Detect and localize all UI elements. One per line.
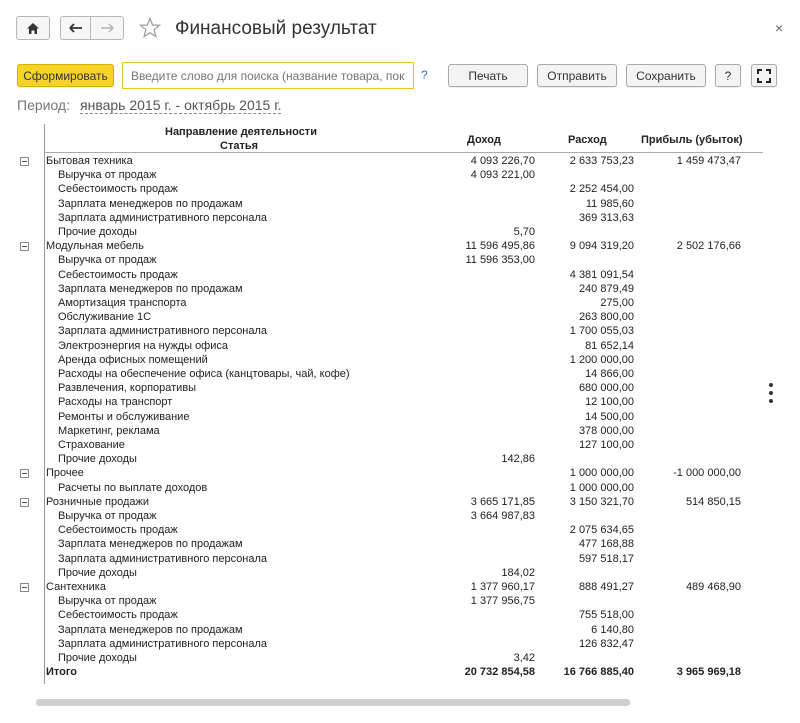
row-income: 3 665 171,85 [470,495,535,508]
group-row[interactable] [15,495,750,509]
header-group: Направление деятельности [165,126,317,138]
row-name: Аренда офисных помещений [58,353,208,366]
table-row[interactable] [15,509,750,523]
row-name: Розничные продажи [46,495,149,508]
row-expense: 126 832,47 [578,637,634,650]
table-row[interactable] [15,296,750,310]
header-item: Статья [220,140,259,152]
table-row[interactable] [15,438,750,452]
row-name: Выручка от продаж [58,254,157,267]
table-row[interactable] [15,225,750,239]
row-expense: 6 140,80 [591,623,634,636]
header-income: Доход [467,134,501,146]
row-name: Себестоимость продаж [58,183,178,196]
row-name: Зарплата менеджеров по продажам [58,197,243,210]
row-expense: 127 100,00 [578,439,634,451]
table-row[interactable] [15,410,750,424]
row-income: 1 377 960,17 [470,581,535,593]
arrow-right-icon [100,23,114,33]
row-expense: 2 075 634,65 [569,524,634,537]
row-name: Себестоимость продаж [58,268,178,281]
row-expense: 369 313,63 [578,211,634,224]
row-name: Ремонты и обслуживание [58,410,190,423]
row-name: Модульная мебель [46,240,144,253]
row-income: 5,70 [513,226,535,238]
row-expense: 14 866,00 [585,368,634,380]
row-income: 3 664 987,83 [470,510,535,522]
table-row[interactable] [15,651,750,665]
row-expense: 240 879,49 [578,282,634,295]
table-row[interactable] [15,268,750,282]
row-income: 4 093 221,00 [470,169,535,182]
table-row[interactable] [15,211,750,225]
row-expense: 9 094 319,20 [569,240,634,253]
header-profit: Прибыль (убыток) [641,134,743,146]
row-name: Страхование [58,439,125,451]
row-profit: 514 850,15 [685,495,741,508]
row-name: Развлечения, корпоративы [58,382,197,395]
send-button[interactable]: Отправить [537,64,617,87]
header-divider [45,152,763,153]
row-name: Бытовая техника [46,155,133,167]
collapse-toggle-icon[interactable] [20,498,29,507]
horizontal-scrollbar[interactable] [36,699,630,706]
row-expense: 2 252 454,00 [569,183,634,196]
table-row[interactable] [15,523,750,537]
table-row[interactable] [15,608,750,622]
group-row[interactable] [15,466,750,480]
table-row[interactable] [15,424,750,438]
row-name: Итого [46,666,78,679]
row-expense: 477 168,88 [578,538,634,551]
row-expense: 14 500,00 [585,410,634,423]
fullscreen-button[interactable] [751,64,777,87]
row-expense: 16 766 885,40 [563,666,634,679]
row-expense: 1 000 000,00 [569,467,634,480]
collapse-toggle-icon[interactable] [20,157,29,166]
row-name: Сантехника [46,581,106,593]
row-expense: 888 491,27 [578,581,634,593]
table-row[interactable] [15,381,750,395]
header-expense: Расход [568,134,607,146]
row-name: Выручка от продаж [58,595,157,608]
table-row[interactable] [15,324,750,338]
collapse-toggle-icon[interactable] [20,242,29,251]
row-name: Зарплата менеджеров по продажам [58,538,243,551]
table-row[interactable] [15,594,750,608]
table-row[interactable] [15,637,750,651]
group-row[interactable] [15,580,750,594]
row-profit: 489 468,90 [685,581,741,593]
row-income: 11 596 495,86 [465,240,535,253]
row-expense: 81 652,14 [585,339,634,352]
table-row[interactable] [15,552,750,566]
group-row[interactable] [15,154,750,168]
row-expense: 755 518,00 [578,609,634,622]
print-button[interactable]: Печать [448,64,528,87]
table-row[interactable] [15,537,750,551]
table-row[interactable] [15,353,750,367]
row-name: Себестоимость продаж [58,524,178,537]
table-row[interactable] [15,367,750,381]
row-expense: 1 000 000,00 [569,481,634,494]
table-row[interactable] [15,182,750,196]
home-icon [26,22,40,35]
row-profit: 2 502 176,66 [676,240,741,253]
row-income: 1 377 956,75 [470,595,535,608]
group-row[interactable] [15,239,750,253]
row-expense: 1 200 000,00 [569,353,634,366]
row-name: Прочее [46,467,84,480]
row-name: Прочие доходы [58,226,137,238]
more-vertical-icon[interactable] [768,383,776,407]
table-row[interactable] [15,253,750,267]
row-expense: 597 518,17 [578,552,634,565]
collapse-toggle-icon[interactable] [20,583,29,592]
row-name: Зарплата административного персонала [58,552,268,565]
total-row[interactable] [15,665,750,679]
row-name: Прочие доходы [58,453,137,466]
row-profit: -1 000 000,00 [673,467,741,480]
row-expense: 11 985,60 [585,197,634,210]
close-icon[interactable]: × [775,20,784,36]
row-name: Зарплата административного персонала [58,637,268,650]
row-expense: 2 633 753,23 [569,155,634,167]
row-expense: 680 000,00 [578,382,634,395]
row-name: Выручка от продаж [58,510,157,522]
row-income: 142,86 [501,453,535,466]
row-name: Выручка от продаж [58,169,157,182]
row-expense: 1 700 055,03 [569,325,634,338]
row-name: Электроэнергия на нужды офиса [58,339,228,352]
collapse-toggle-icon[interactable] [20,469,29,478]
row-name: Зарплата менеджеров по продажам [58,623,243,636]
row-name: Расходы на обеспечение офиса (канцтовары, чай, кофе) [58,368,350,380]
row-income: 11 596 353,00 [465,254,535,267]
row-name: Обслуживание 1С [58,311,152,324]
row-profit: 1 459 473,47 [676,155,741,167]
row-name: Прочие доходы [58,566,137,579]
back-button[interactable] [60,16,90,40]
row-expense: 275,00 [600,297,634,309]
period-selector[interactable]: январь 2015 г. - октябрь 2015 г. [80,97,282,113]
report-table [15,124,750,684]
arrow-left-icon [69,23,83,33]
row-profit: 3 965 969,18 [676,666,741,679]
table-row[interactable] [15,339,750,353]
row-income: 184,02 [501,566,535,579]
row-name: Себестоимость продаж [58,609,178,622]
row-expense: 4 381 091,54 [569,268,634,281]
row-name: Прочие доходы [58,652,137,664]
row-name: Зарплата менеджеров по продажам [58,282,243,295]
row-income: 20 732 854,58 [464,666,535,679]
table-row[interactable] [15,452,750,466]
table-row[interactable] [15,282,750,296]
row-name: Зарплата административного персонала [58,211,268,224]
table-row[interactable] [15,481,750,495]
row-name: Расчеты по выплате доходов [58,481,208,494]
page-title: Финансовый результат [175,18,377,39]
table-row[interactable] [15,168,750,182]
generate-button[interactable]: Сформировать [17,64,114,87]
search-input[interactable] [122,62,414,89]
forward-button[interactable] [90,16,124,40]
row-income: 3,42 [513,652,535,664]
table-row[interactable] [15,623,750,637]
table-row[interactable] [15,310,750,324]
row-expense: 12 100,00 [585,396,634,409]
help-button[interactable]: ? [715,64,741,87]
row-name: Маркетинг, реклама [58,424,160,437]
table-row[interactable] [15,395,750,409]
row-expense: 378 000,00 [578,424,634,437]
fullscreen-icon [757,69,771,83]
row-name: Амортизация транспорта [58,297,187,309]
home-button[interactable] [16,16,50,40]
row-expense: 263 800,00 [578,311,634,324]
table-row[interactable] [15,566,750,580]
row-name: Зарплата административного персонала [58,325,268,338]
row-name: Расходы на транспорт [58,396,173,409]
row-income: 4 093 226,70 [470,155,535,167]
search-help-link[interactable]: ? [421,68,428,82]
table-row[interactable] [15,197,750,211]
row-expense: 3 150 321,70 [569,495,634,508]
save-button[interactable]: Сохранить [626,64,706,87]
star-icon[interactable] [138,16,162,40]
period-label: Период: [17,97,70,113]
